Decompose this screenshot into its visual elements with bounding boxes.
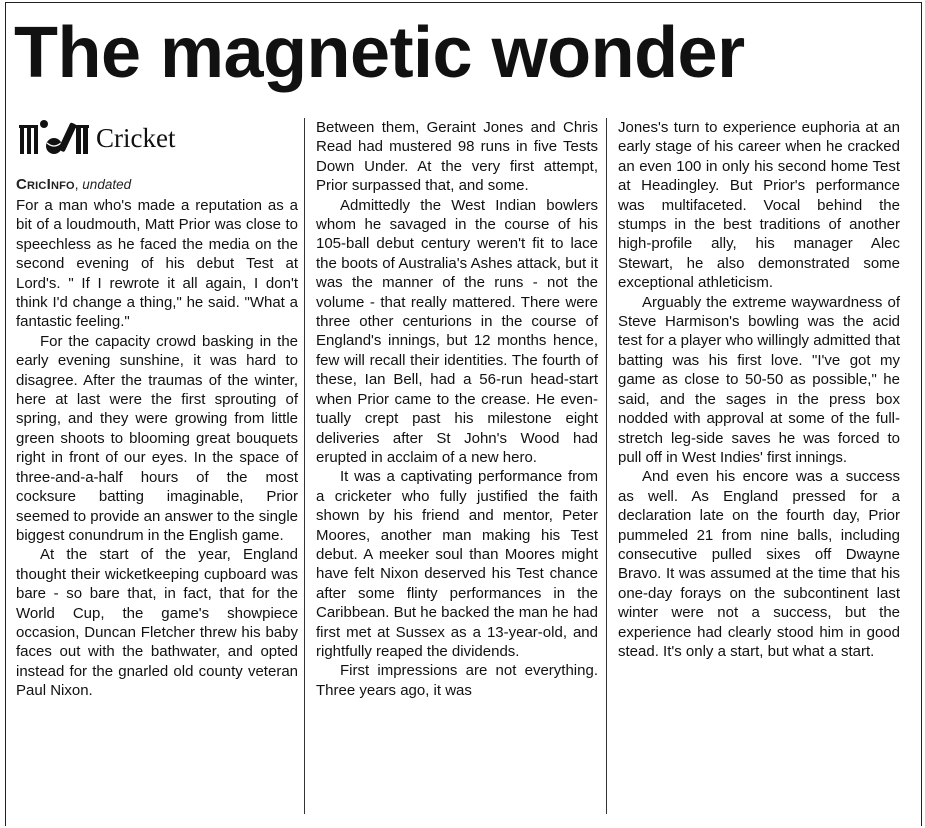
article-column-1	[16, 196, 298, 806]
byline-date: undated	[82, 177, 132, 192]
paragraph: It was a captivating performance from a cricketer who fully justified the faith shown by his friend and mentor, Peter Moores, another man making his Test debut. A meeker soul than Moores might have felt Nixon deserved his Test chance after some flinty performances in the Caribbean. But he backed the man he had first met at Sussex as a 13-year-old, and rightfully reaped the dividends.	[316, 468, 598, 660]
paragraph: Between them, Geraint Jones and Chris Read had mustered 98 runs in five Tests Down Under. At the very first attempt, Prior surpassed that, and some.	[316, 119, 598, 195]
paragraph: Arguably the extreme waywardness of Steve Harmison's bowling was the acid test for a player who willingly admitted that batting was his first love. "I've got my game as close to 50-50 as possible," he said, and the sages in the press box nodded with approval at some of the full-stretch leg-side saves he was forced to pull off in West Indies' first innings.	[618, 293, 900, 466]
column-rule	[606, 118, 607, 814]
section-header	[14, 114, 294, 158]
byline	[16, 176, 131, 193]
headline: The magnetic wonder	[14, 13, 745, 93]
section-label: Cricket	[96, 122, 176, 153]
paragraph: Jones's turn to experience euphoria at an early stage of his career when he cracked an even 100 in only his second home Test at Headingley. But Prior's performance was multifaceted. Vocal behind the stumps in the best traditions of another high-profile ally, his manager Alec Stewart, he also demonstrated some exceptional athleticism.	[618, 119, 900, 292]
paragraph: First impressions are not everything. Three years ago, it was	[316, 662, 598, 699]
paragraph: And even his encore was a success as well. As England pressed for a declaration late on the fourth day, Prior pummeled 21 from nine balls, including consecutive pulled sixes off Dwayne Bravo. It was assumed at the time that his one-day forays on the subcontinent last winter were not a success, but the experience had clearly stood him in good stead. It's only a start, but what a start.	[618, 468, 900, 660]
article-column-3	[618, 118, 900, 808]
paragraph: At the start of the year, England thought their wicketkeeping cupboard was bare - so bare that, in fact, that for the World Cup, the game's showpiece occasion, Duncan Fletcher threw his baby faces out with the bathwater, and opted instead for the gnarled old county veteran Paul Nixon.	[16, 546, 298, 700]
byline-source: CricInfo	[16, 176, 75, 193]
byline-separator: ,	[74, 177, 79, 192]
article-column-2	[316, 118, 598, 808]
cricket-bat-ball-stumps-icon	[14, 116, 92, 156]
column-rule	[304, 118, 305, 814]
paragraph: For the capacity crowd basking in the early evening sunshine, it was hard to disagree. After the traumas of the winter, here at last were the first sprouting of spring, and they were growing from little green shoots to blooming great bouquets right in front of our eyes. In the space of three-and-a-half hours of the most cocksure batting imaginable, Prior seemed to provide an answer to the single biggest conundrum in the English game.	[16, 332, 298, 544]
paragraph: For a man who's made a reputation as a bit of a loudmouth, Matt Prior was close to speechless as he faced the media on the second evening of his debut Test at Lord's. " If I rewrote it all again, I don't think I'd change a thing," he said. "What a fantastic feeling."	[16, 197, 298, 331]
paragraph: Admittedly the West Indian bowlers whom he savaged in the course of his 105-ball debut century weren't fit to lace the boots of Australia's Ashes attack, but it was the manner of the runs - not the volume - that really mattered. There were three other centurions in the course of England's innings, but 12 months hence, few will recall their identities. The fourth of these, Ian Bell, had a 56-run head-start when Prior came to the crease. He eventually crept past his milestone eight deliveries after St John's Wood had erupted in acclaim of a new hero.	[316, 196, 598, 466]
